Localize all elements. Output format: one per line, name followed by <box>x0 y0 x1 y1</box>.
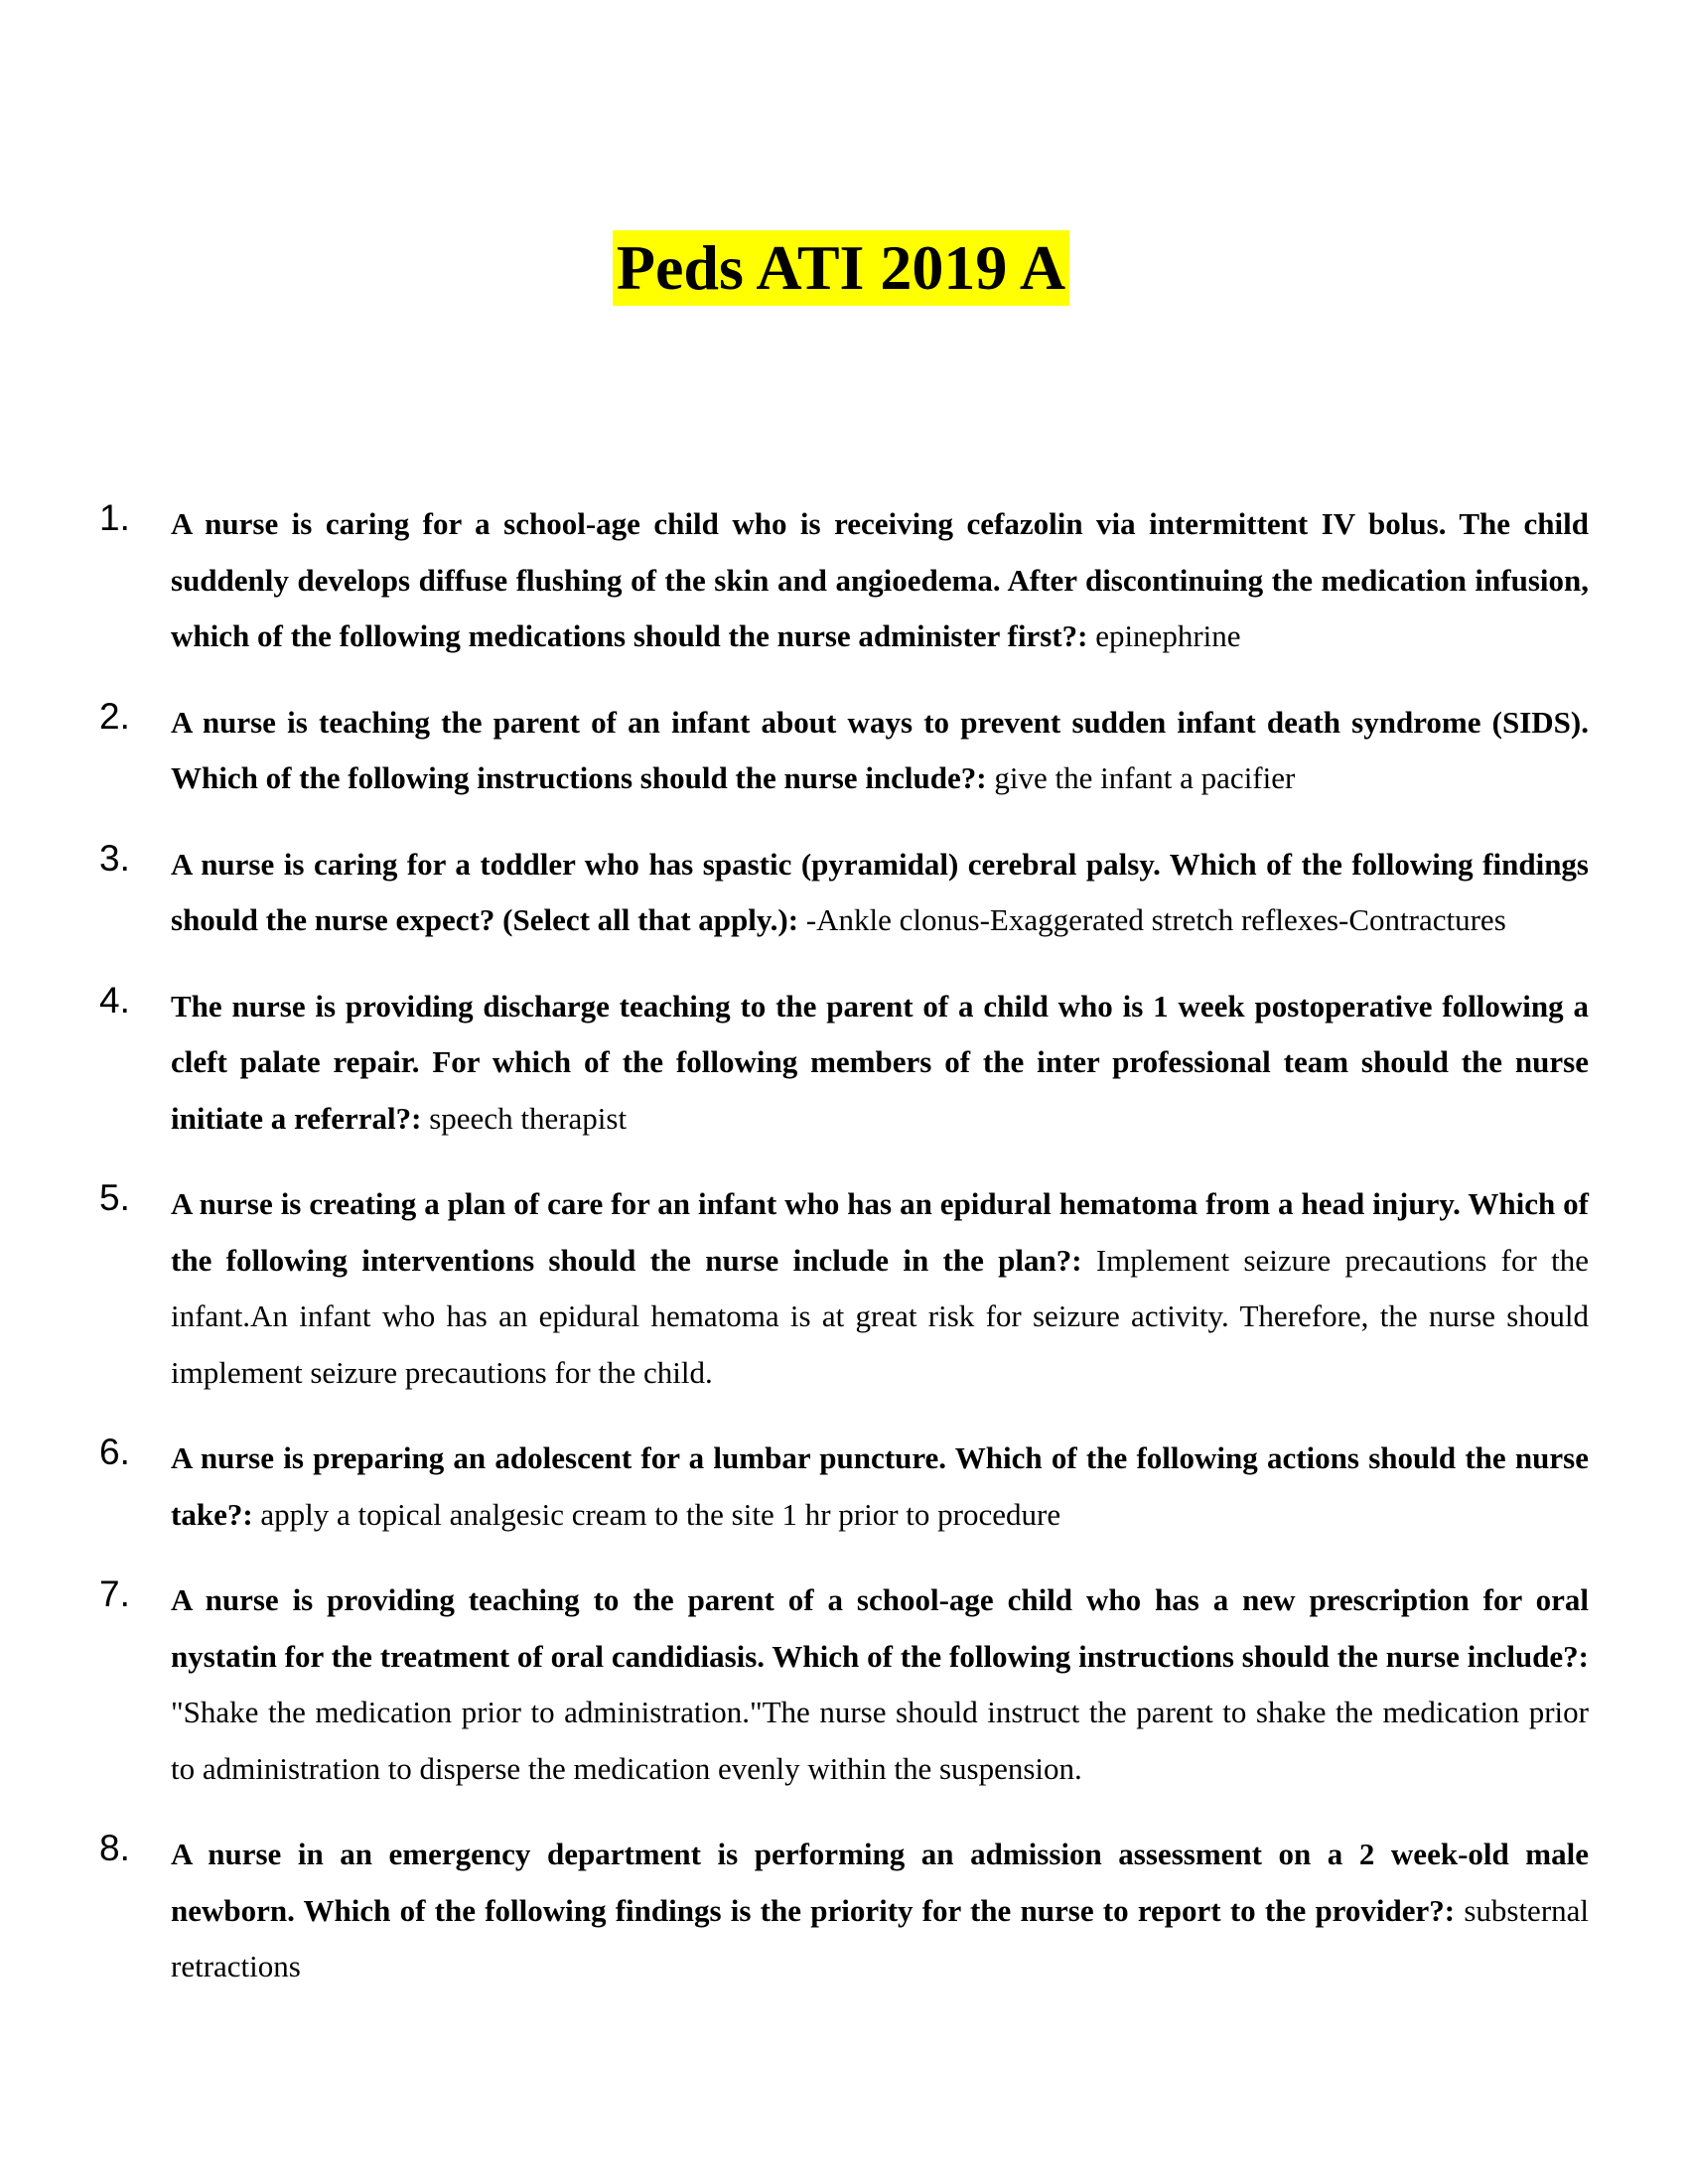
question-number: 6. <box>99 1432 130 1472</box>
question-number: 3. <box>99 837 130 879</box>
answer-text: speech therapist <box>429 1100 628 1136</box>
document-title: Peds ATI 2019 A <box>613 230 1069 306</box>
question-text: A nurse is teaching the parent of an infant about ways to prevent sudden infant death syndrome (SIDS). Which of the following instructions should the nurse include?: <box>171 704 1589 795</box>
question-text: A nurse in an emergency department is performing an admission assessment on a 2 week-old male newborn. Which of the following findings is the priority for the nurse to report to the provider?: <box>171 1837 1589 1928</box>
question-number: 8. <box>99 1828 130 1868</box>
question-text: A nurse is preparing an adolescent for a lumbar puncture. Which of the following actions should the nurse take?: <box>171 1440 1589 1532</box>
answer-text: Implement seizure precautions for the infant.An infant who has an epidural hematoma is at great risk for seizure activity. Therefore, the nurse should implement seizure precautions for the child. <box>171 1242 1589 1390</box>
answer-text: give the infant a pacifier <box>994 760 1296 795</box>
answer-text: -Ankle clonus-Exaggerated stretch reflexes-Contractures <box>805 902 1506 937</box>
answer-text: apply a topical analgesic cream to the site 1 hr prior to procedure <box>260 1496 1061 1532</box>
question-body <box>171 979 1589 1148</box>
question-item-5 <box>99 1176 1589 1401</box>
question-number: 4. <box>99 979 130 1021</box>
question-item-8 <box>99 1827 1589 1995</box>
question-text: A nurse is providing teaching to the parent of a school-age child who has a new prescription for oral nystatin for the treatment of oral candidiasis. Which of the following instructions should the nurse include?: <box>171 1582 1589 1674</box>
question-body <box>171 695 1589 807</box>
answer-text: substernal retractions <box>171 1892 1590 1983</box>
question-item-3 <box>99 837 1589 949</box>
question-item-6 <box>99 1431 1589 1543</box>
question-body <box>171 837 1589 949</box>
question-list <box>99 496 1589 2025</box>
title-container <box>0 230 1688 306</box>
question-number: 7. <box>99 1573 130 1614</box>
question-text: A nurse is caring for a school-age child who is receiving cefazolin via intermittent IV bolus. The child suddenly develops diffuse flushing of the skin and angioedema. After discontinuing the medication infusion, which of the following medications should the nurse administer first?: <box>171 506 1589 653</box>
question-text: A nurse is creating a plan of care for an infant who has an epidural hematoma from a head injury. Which of the following interventions should the nurse include in the plan?: <box>171 1186 1589 1278</box>
question-body <box>171 1572 1589 1797</box>
question-body <box>171 496 1589 665</box>
question-number: 1. <box>99 497 130 538</box>
question-item-1 <box>99 496 1589 665</box>
question-text: A nurse is caring for a toddler who has spastic (pyramidal) cerebral palsy. Which of the following findings should the nurse expect? (Select all that apply.): <box>171 846 1589 937</box>
question-item-2 <box>99 695 1589 807</box>
answer-text: "Shake the medication prior to administration."The nurse should instruct the parent to shake the medication prior to administration to disperse the medication evenly within the suspension. <box>171 1695 1589 1786</box>
question-number: 5. <box>99 1177 130 1218</box>
question-number: 2. <box>99 695 130 737</box>
question-item-4 <box>99 979 1589 1148</box>
question-text: The nurse is providing discharge teaching to the parent of a child who is 1 week postoperative following a cleft palate repair. For which of the following members of the inter professional team should the nurse initiate a referral?: <box>171 988 1589 1136</box>
question-item-7 <box>99 1572 1589 1797</box>
question-body <box>171 1431 1589 1543</box>
answer-text: epinephrine <box>1095 618 1241 653</box>
question-body <box>171 1176 1589 1401</box>
question-body <box>171 1827 1589 1995</box>
